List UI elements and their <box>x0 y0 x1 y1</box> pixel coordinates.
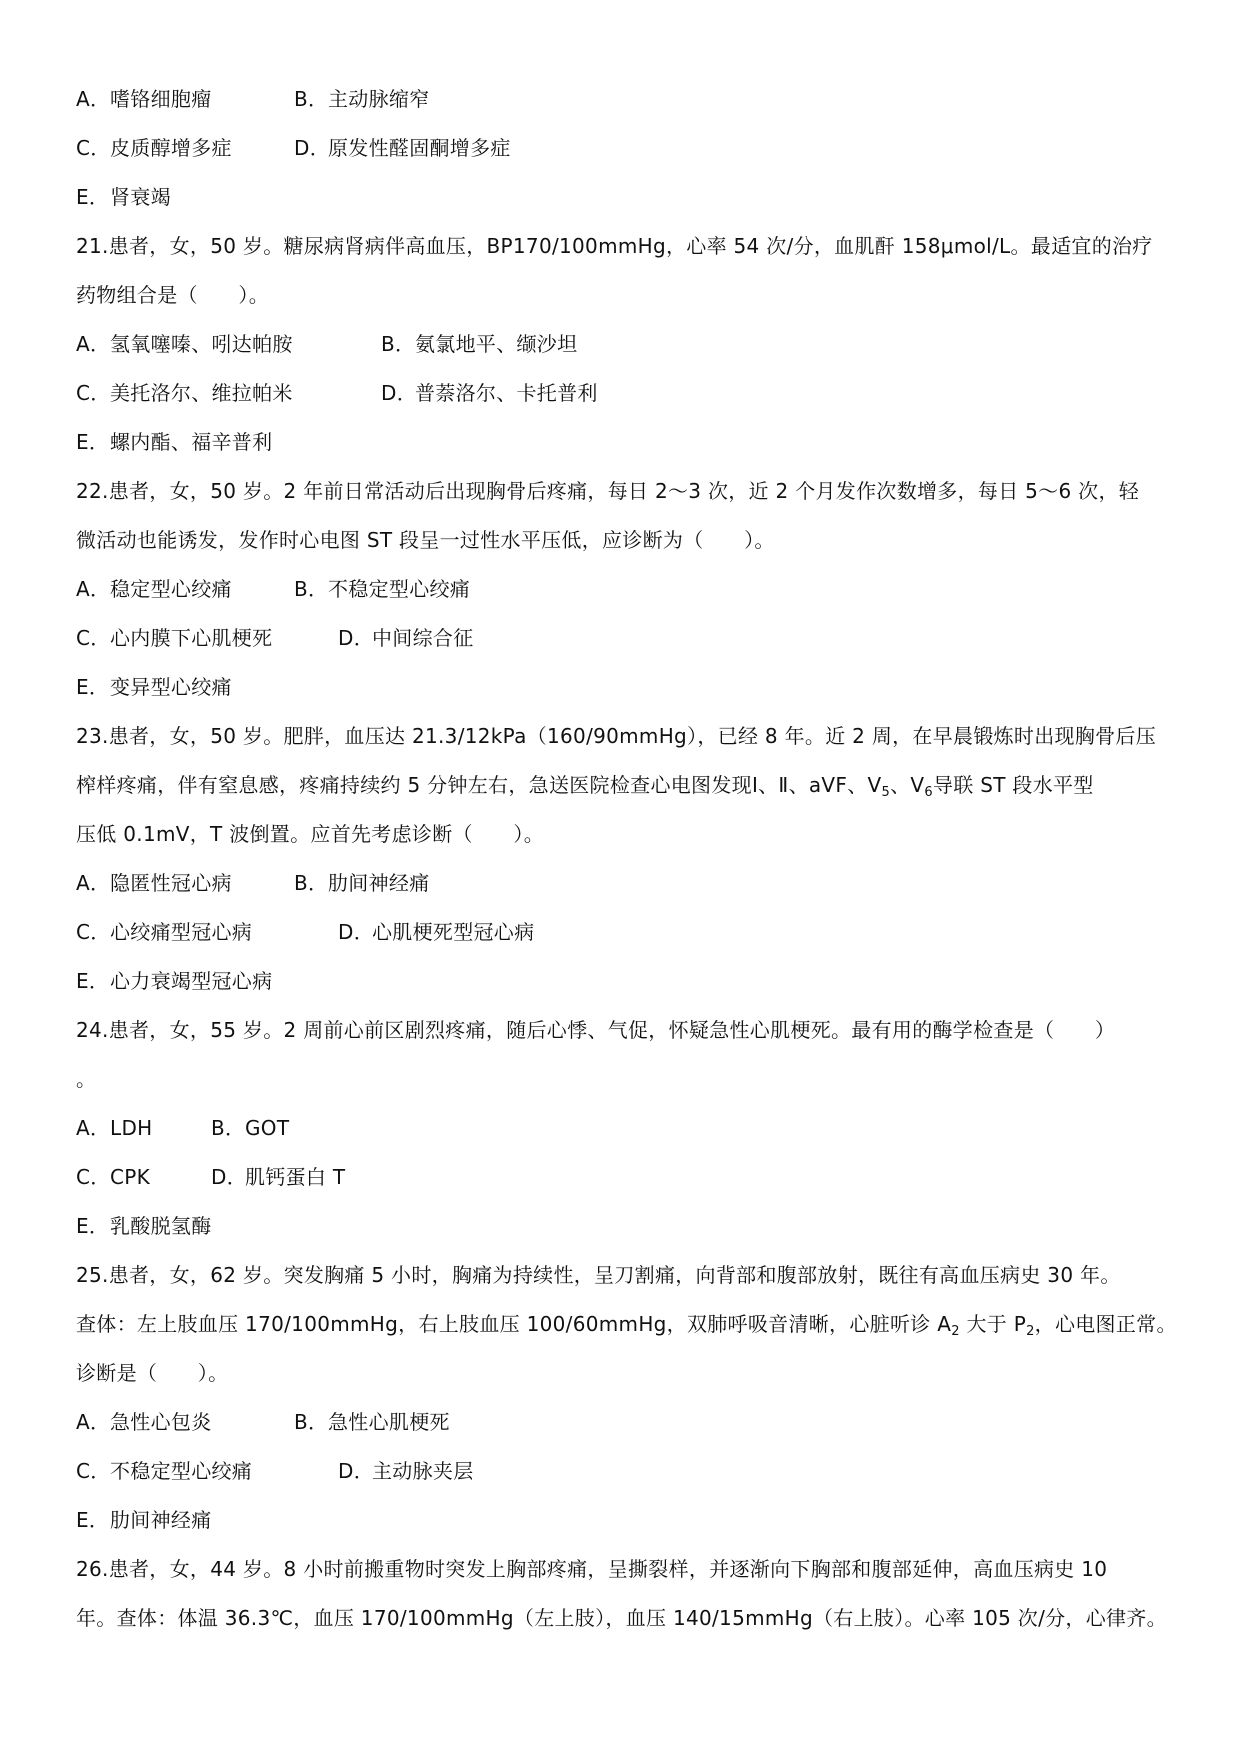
option-label: B． <box>294 577 329 601</box>
option-e <box>76 1205 212 1247</box>
option-e <box>76 666 232 708</box>
question-stem: 微活动也能诱发，发作时心电图 ST 段呈一过性水平压低，应诊断为（ ）。 <box>76 528 775 552</box>
option-row <box>76 176 1176 225</box>
option-text: 心肌梗死型冠心病 <box>372 920 535 944</box>
option-label: E． <box>76 969 110 993</box>
option-c <box>76 127 294 169</box>
option-text: 氢氧噻嗪、吲达帕胺 <box>110 332 293 356</box>
stem-text: 查体：左上肢血压 170/100mmHg，右上肢血压 100/60mmHg，双肺呼吸音清晰，心脏听诊 A <box>76 1312 952 1336</box>
option-row <box>76 568 1176 617</box>
option-d <box>381 372 598 414</box>
option-text: LDH <box>110 1116 153 1140</box>
option-label: C． <box>76 381 111 405</box>
question-stem <box>76 1303 1176 1352</box>
option-row <box>76 1499 1176 1548</box>
subscript: 6 <box>924 785 933 800</box>
option-c <box>76 617 338 659</box>
option-row <box>76 666 1176 715</box>
option-label: D． <box>338 626 375 650</box>
option-text: 嗜铬细胞瘤 <box>110 87 212 111</box>
option-e <box>76 176 171 218</box>
option-d <box>211 1156 345 1198</box>
question-stem: 22.患者，女，50 岁。2 年前日常活动后出现胸骨后疼痛，每日 2～3 次，近 2 个月发作次数增多，每日 5～6 次，轻 <box>76 479 1140 503</box>
option-row <box>76 1401 1176 1450</box>
option-label: C． <box>76 920 111 944</box>
option-row <box>76 421 1176 470</box>
option-row <box>76 1205 1176 1254</box>
option-label: D． <box>381 381 418 405</box>
option-text: 中间综合征 <box>372 626 474 650</box>
option-label: D． <box>294 136 331 160</box>
option-c <box>76 1156 211 1198</box>
question-stem: 26.患者，女，44 岁。8 小时前搬重物时突发上胸部疼痛，呈撕裂样，并逐渐向下胸部和腹部延伸，高血压病史 10 <box>76 1557 1108 1581</box>
option-b <box>294 1401 450 1443</box>
option-label: A． <box>76 871 111 895</box>
option-a <box>76 323 381 365</box>
question-stem <box>76 764 1176 813</box>
option-text: 急性心肌梗死 <box>328 1410 450 1434</box>
option-text: 皮质醇增多症 <box>110 136 232 160</box>
option-b <box>294 862 430 904</box>
option-label: E． <box>76 1214 110 1238</box>
option-label: C． <box>76 1165 111 1189</box>
option-row <box>76 960 1176 1009</box>
option-text: 不稳定型心绞痛 <box>110 1459 253 1483</box>
stem-text: 榨样疼痛，伴有窒息感，疼痛持续约 5 分钟左右，急送医院检查心电图发现Ⅰ、Ⅱ、aVF、V <box>76 773 882 797</box>
subscript: 2 <box>951 1324 960 1339</box>
question-stem: 压低 0.1mV，T 波倒置。应首先考虑诊断（ ）。 <box>76 822 545 846</box>
option-row <box>76 911 1176 960</box>
option-text: 心内膜下心肌梗死 <box>110 626 273 650</box>
question-stem: 年。查体：体温 36.3℃，血压 170/100mmHg（左上肢），血压 140/15mmHg（右上肢）。心率 105 次/分，心律齐。 <box>76 1606 1167 1630</box>
question-stem: 药物组合是（ ）。 <box>76 283 269 307</box>
option-text: 隐匿性冠心病 <box>110 871 232 895</box>
option-label: B． <box>294 1410 329 1434</box>
option-row <box>76 1156 1176 1205</box>
option-label: A． <box>76 87 111 111</box>
option-a <box>76 1107 211 1149</box>
option-b <box>294 568 470 610</box>
option-text: 主动脉夹层 <box>372 1459 474 1483</box>
option-text: 心力衰竭型冠心病 <box>110 969 273 993</box>
option-row <box>76 323 1176 372</box>
option-c <box>76 372 381 414</box>
option-text: 氨氯地平、缬沙坦 <box>415 332 578 356</box>
option-label: A． <box>76 332 111 356</box>
option-text: 心绞痛型冠心病 <box>110 920 253 944</box>
subscript: 5 <box>881 785 891 800</box>
option-label: C． <box>76 626 111 650</box>
option-e <box>76 1499 212 1541</box>
option-text: 肋间神经痛 <box>110 1508 212 1532</box>
question-stem: 24.患者，女，55 岁。2 周前心前区剧烈疼痛，随后心悸、气促，怀疑急性心肌梗死。最有用的酶学检查是（ ） <box>76 1018 1116 1042</box>
question-stem: 25.患者，女，62 岁。突发胸痛 5 小时，胸痛为持续性，呈刀割痛，向背部和腹部放射，既往有高血压病史 30 年。 <box>76 1263 1121 1287</box>
option-label: B． <box>294 871 329 895</box>
option-text: 变异型心绞痛 <box>110 675 232 699</box>
option-a <box>76 78 294 120</box>
option-b <box>381 323 577 365</box>
option-row <box>76 1107 1176 1156</box>
option-text: 美托洛尔、维拉帕米 <box>110 381 293 405</box>
option-e <box>76 960 272 1002</box>
option-label: E． <box>76 185 110 209</box>
option-text: 普萘洛尔、卡托普利 <box>415 381 598 405</box>
option-row <box>76 127 1176 176</box>
option-label: A． <box>76 1410 111 1434</box>
option-row <box>76 372 1176 421</box>
option-text: 肋间神经痛 <box>328 871 430 895</box>
option-label: C． <box>76 1459 111 1483</box>
option-text: CPK <box>110 1165 151 1189</box>
option-text: 肌钙蛋白 T <box>245 1165 346 1189</box>
option-b <box>294 78 430 120</box>
question-stem: 21.患者，女，50 岁。糖尿病肾病伴高血压，BP170/100mmHg，心率 54 次/分，血肌酐 158μmol/L。最适宜的治疗 <box>76 234 1153 258</box>
option-d <box>294 127 511 169</box>
option-label: A． <box>76 1116 111 1140</box>
option-b <box>211 1107 289 1149</box>
option-a <box>76 862 294 904</box>
option-text: 肾衰竭 <box>110 185 171 209</box>
option-a <box>76 568 294 610</box>
option-text: 螺内酯、福辛普利 <box>110 430 273 454</box>
stem-text: 、V <box>890 773 925 797</box>
option-c <box>76 911 338 953</box>
option-label: D． <box>211 1165 248 1189</box>
option-label: D． <box>338 920 375 944</box>
option-text: 乳酸脱氢酶 <box>110 1214 212 1238</box>
stem-text: 大于 P <box>959 1312 1027 1336</box>
stem-text: ，心电图正常。 <box>1034 1312 1177 1336</box>
option-text: 不稳定型心绞痛 <box>328 577 471 601</box>
subscript: 2 <box>1026 1324 1035 1339</box>
option-row <box>76 1450 1176 1499</box>
question-stem: 。 <box>76 1067 97 1091</box>
option-row <box>76 862 1176 911</box>
document-page <box>76 78 1176 1646</box>
option-label: E． <box>76 1508 110 1532</box>
option-e <box>76 421 272 463</box>
option-a <box>76 1401 294 1443</box>
stem-text: 导联 ST 段水平型 <box>932 773 1094 797</box>
option-d <box>338 617 474 659</box>
option-label: B． <box>381 332 416 356</box>
option-d <box>338 911 534 953</box>
option-text: 急性心包炎 <box>110 1410 212 1434</box>
option-label: E． <box>76 430 110 454</box>
option-text: 稳定型心绞痛 <box>110 577 232 601</box>
option-label: E． <box>76 675 110 699</box>
option-text: 主动脉缩窄 <box>328 87 430 111</box>
option-c <box>76 1450 338 1492</box>
option-label: C． <box>76 136 111 160</box>
option-label: D． <box>338 1459 375 1483</box>
option-text: 原发性醛固酮增多症 <box>328 136 511 160</box>
option-row <box>76 617 1176 666</box>
question-stem: 诊断是（ ）。 <box>76 1361 229 1385</box>
option-d <box>338 1450 474 1492</box>
option-row <box>76 78 1176 127</box>
option-text: GOT <box>245 1116 290 1140</box>
option-label: B． <box>294 87 329 111</box>
question-stem: 23.患者，女，50 岁。肥胖，血压达 21.3/12kPa（160/90mmHg），已经 8 年。近 2 周，在早晨锻炼时出现胸骨后压 <box>76 724 1157 748</box>
option-label: A． <box>76 577 111 601</box>
option-label: B． <box>211 1116 246 1140</box>
